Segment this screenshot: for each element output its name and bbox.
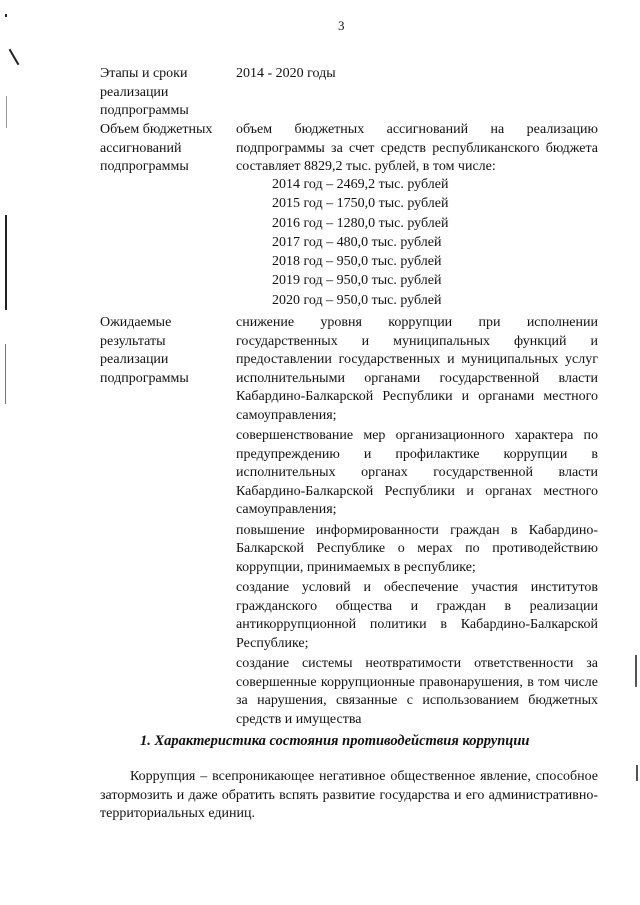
- row-label-budget: Объем бюджетных ассигнований подпрограммы: [100, 122, 213, 174]
- budget-year-line: 2014 год – 2469,2 тыс. рублей: [272, 177, 449, 192]
- scan-mark: [636, 765, 638, 781]
- page-number: 3: [338, 18, 345, 33]
- result-item: создание условий и обеспечение участия институтов гражданского общества и граждан в реализации антикоррупционной политики в Кабардино-Балкарской Республике;: [236, 580, 598, 651]
- scan-mark: [5, 344, 6, 404]
- section-heading: 1. Характеристика состояния противодействия коррупции: [140, 733, 530, 749]
- row-value-stages: 2014 - 2020 годы: [236, 66, 336, 81]
- budget-year-line: 2015 год – 1750,0 тыс. рублей: [272, 196, 449, 212]
- row-label-results: Ожидаемые результаты реализации подпрограммы: [100, 315, 189, 386]
- budget-years-list: [272, 175, 448, 310]
- scan-mark: [635, 655, 637, 687]
- scan-mark: [6, 96, 7, 128]
- result-item: совершенствование мер организационного характера по предупреждению и профилактике коррупции в исполнительных органах государственной власти Кабардино-Балкарской Республики и органах местного самоуправления;: [236, 428, 598, 517]
- scan-mark: [9, 49, 20, 66]
- row-value-results: [236, 314, 598, 731]
- budget-year-line: 2020 год – 950,0 тыс. рублей: [272, 292, 442, 308]
- budget-year-line: 2017 год – 480,0 тыс. рублей: [272, 234, 442, 250]
- result-item: повышение информированности граждан в Кабардино-Балкарской Республике о мерах по противодействию коррупции, принимаемых в республике;: [236, 522, 598, 575]
- intro-paragraph: Коррупция – всепроникающее негативное общественное явление, способное затормозить и даже обратить вспять развитие государства и его административно-территориальных единиц.: [100, 769, 598, 821]
- budget-year-line: 2016 год – 1280,0 тыс. рублей: [272, 215, 449, 231]
- result-item: снижение уровня коррупции при исполнении государственных и муниципальных функций и предоставлении государственных и муниципальных услуг исполнительными органами государственной власти Кабардино-Балкарской Республики и органами местного самоуправления;: [236, 315, 598, 423]
- scan-mark: [5, 215, 7, 310]
- budget-year-line: 2018 год – 950,0 тыс. рублей: [272, 254, 442, 270]
- row-value-budget: объем бюджетных ассигнований на реализацию подпрограммы за счет средств республиканского бюджета составляет 8829,2 тыс. рублей, в том числе:: [236, 122, 598, 174]
- result-item: создание системы неотвратимости ответственности за совершенные коррупционные правонарушения, в том числе за нарушения, связанные с использованием бюджетных средств и имущества: [236, 656, 598, 727]
- row-label-stages: Этапы и сроки реализации подпрограммы: [100, 66, 189, 118]
- scan-mark: [5, 14, 7, 17]
- budget-year-line: 2019 год – 950,0 тыс. рублей: [272, 273, 442, 289]
